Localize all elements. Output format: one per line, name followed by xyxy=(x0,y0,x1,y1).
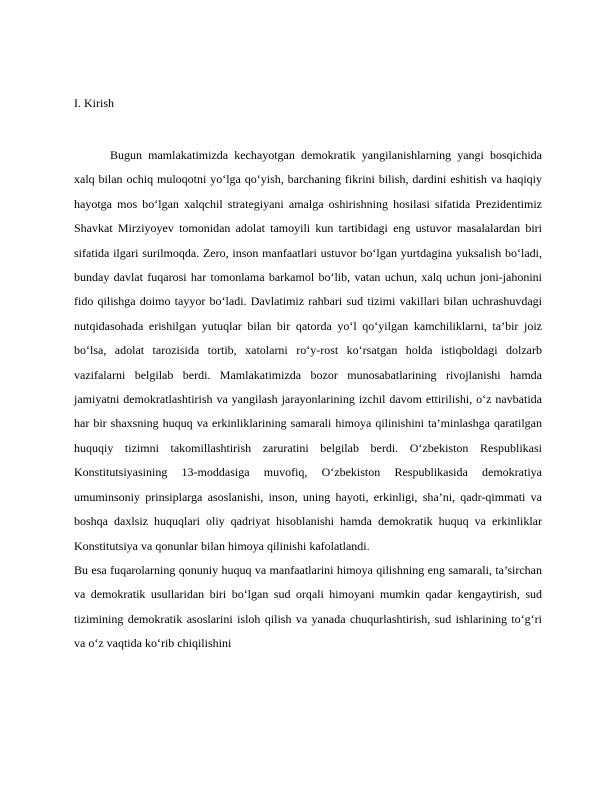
paragraph-1: Bugun mamlakatimizda kechayotgan demokratik yangilanishlarning yangi bosqichida xalq bilan ochiq muloqotni yo‘lga qo‘yish, barchaning fikrini bilish, dardini eshitish va haqiqiy hayotga mos bo‘lgan xalqchil strategiyani amalga oshirishning hosilasi sifatida Prezidentimiz Shavkat Mirziyoyev tomonidan adolat tamoyili kun tartibidagi eng ustuvor masalalardan biri sifatida ilgari surilmoqda. Zero, inson manfaatlari ustuvor bo‘lgan yurtdagina yuksalish bo‘ladi, bunday davlat fuqarosi har tomonlama barkamol bo‘lib, vatan uchun, xalq uchun joni-jahonini fido qilishga doimo tayyor bo‘ladi. Davlatimiz rahbari sud tizimi vakillari bilan uchrashuvdagi nutqidasohada erishilgan yutuqlar bilan bir qatorda yo‘l qo‘yilgan kamchiliklarni, ta’bir joiz bo‘lsa, adolat tarozisida tortib, xatolarni ro‘y-rost ko‘rsatgan holda istiqboldagi dolzarb vazifalarni belgilab berdi. Mamlakatimizda bozor munosabatlarining rivojlanishi hamda jamiyatni demokratlashtirish va yangilash jarayonlarining izchil davom ettirilishi, o‘z navbatida har bir shaxsning huquq va erkinliklarining samarali himoya qilinishini ta’minlashga qaratilgan huquqiy tizimni takomillashtirish zaruratini belgilab berdi. O‘zbekiston Respublikasi Konstitutsiyasining 13-moddasiga muvofiq, O‘zbekiston Respublikasida demokratiya umuminsoniy prinsiplarga asoslanishi, inson, uning hayoti, erkinligi, sha’ni, qadr-qimmati va boshqa daxlsiz huquqlari oliy qadriyat hisoblanishi hamda demokratik huquq va erkinliklar Konstitutsiya va qonunlar bilan himoya qilinishi kafolatlandi. xyxy=(74,148,542,553)
paragraph-2: Bu esa fuqarolarning qonuniy huquq va manfaatlarini himoya qilishning eng samarali, ta’sirchan va demokratik usullaridan biri bo‘lgan sud orqali himoyani mumkin qadar kengaytirish, sud tizimining demokratik asoslarini isloh qilish va yanada chuqurlashtirish, sud ishlarining to‘g‘ri va o‘z vaqtida ko‘rib chiqilishini xyxy=(74,562,542,651)
section-heading: I. Kirish xyxy=(74,96,114,110)
document-body xyxy=(74,143,542,656)
